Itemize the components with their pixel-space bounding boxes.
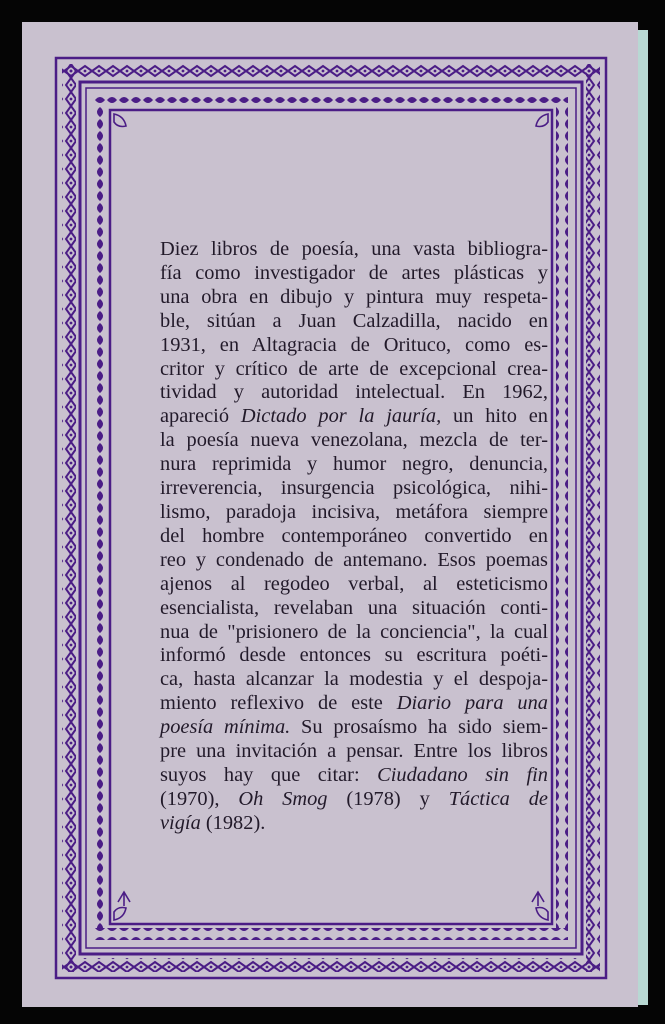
inner-leaf-right bbox=[556, 106, 568, 928]
blurb-line: 1931, en Altagracia de Orituco, como es- bbox=[160, 333, 548, 356]
blurb-line bbox=[160, 692, 548, 716]
blurb-line: Diez libros de poesía, una vasta bibliogra- bbox=[160, 238, 548, 260]
text-run: suyos hay que citar: bbox=[160, 763, 378, 786]
text-run: un hito en bbox=[441, 405, 548, 428]
blurb-line: irreverencia, insurgencia psicológica, nihi- bbox=[160, 477, 548, 500]
blurb-line: una obra en dibujo y pintura muy respeta- bbox=[160, 285, 548, 308]
book-title-ciudadano: Ciudadano sin fin bbox=[377, 763, 548, 786]
book-title-diario-cont: poesía mínima. bbox=[160, 716, 291, 739]
blurb-line: ca, hasta alcanzar la modestia y el despoja- bbox=[160, 668, 548, 691]
text-run: (1978) y bbox=[327, 787, 449, 810]
blurb-line: nua de "prisionero de la conciencia", la cual bbox=[160, 620, 548, 643]
blurb-line: ajenos al regodeo verbal, al esteticismo bbox=[160, 572, 548, 595]
book-title-diario: Diario para una bbox=[396, 692, 548, 715]
text-run: (1982). bbox=[200, 811, 266, 834]
blurb-line bbox=[160, 405, 548, 429]
blurb-line: informó desde entonces su escritura poéti- bbox=[160, 644, 548, 667]
book-title-tactica-cont: vigía bbox=[160, 811, 201, 834]
inner-leaf-top bbox=[94, 94, 568, 106]
text-run: apareció bbox=[160, 405, 241, 428]
outer-chain-top bbox=[62, 64, 600, 78]
blurb-line: ble, sitúan a Juan Calzadilla, nacido en bbox=[160, 309, 548, 332]
book-title-oh-smog: Oh Smog bbox=[238, 787, 328, 810]
blurb-line bbox=[160, 716, 548, 740]
outer-chain-bottom bbox=[62, 958, 600, 972]
blurb-line bbox=[160, 788, 548, 812]
outer-chain-right bbox=[586, 64, 600, 972]
blurb-line: pre una invitación a pensar. Entre los libros bbox=[160, 740, 548, 763]
blurb-text bbox=[160, 238, 548, 836]
blurb-line: critor y crítico de arte de excepcional crea- bbox=[160, 357, 548, 380]
blurb-line: esencialista, revelaban una situación conti- bbox=[160, 596, 548, 619]
text-run: miento reflexivo de este bbox=[160, 692, 397, 715]
blurb-line: la poesía nueva venezolana, mezcla de ter- bbox=[160, 429, 548, 452]
inner-leaf-left bbox=[94, 106, 106, 928]
blurb-line: nura reprimida y humor negro, denuncia, bbox=[160, 453, 548, 476]
blurb-line: fía como investigador de artes plásticas y bbox=[160, 261, 548, 284]
outer-chain-left bbox=[62, 64, 76, 972]
blurb-line: reo y condenado de antemano. Esos poemas bbox=[160, 548, 548, 571]
text-run: Su prosaísmo ha sido siem- bbox=[290, 716, 548, 739]
blurb-line: tividad y autoridad intelectual. En 1962, bbox=[160, 381, 548, 404]
blurb-line bbox=[160, 812, 548, 836]
back-cover bbox=[22, 22, 638, 1007]
blurb-line bbox=[160, 764, 548, 788]
inner-leaf-bottom bbox=[94, 928, 568, 940]
book-title-tactica: Táctica de bbox=[448, 787, 548, 810]
blurb-line: del hombre contemporáneo convertido en bbox=[160, 524, 548, 547]
blurb-line: lismo, paradoja incisiva, metáfora siempre bbox=[160, 500, 548, 523]
book-title-dictado: Dictado por la jauría, bbox=[240, 405, 442, 428]
text-run: (1970), bbox=[160, 787, 239, 810]
